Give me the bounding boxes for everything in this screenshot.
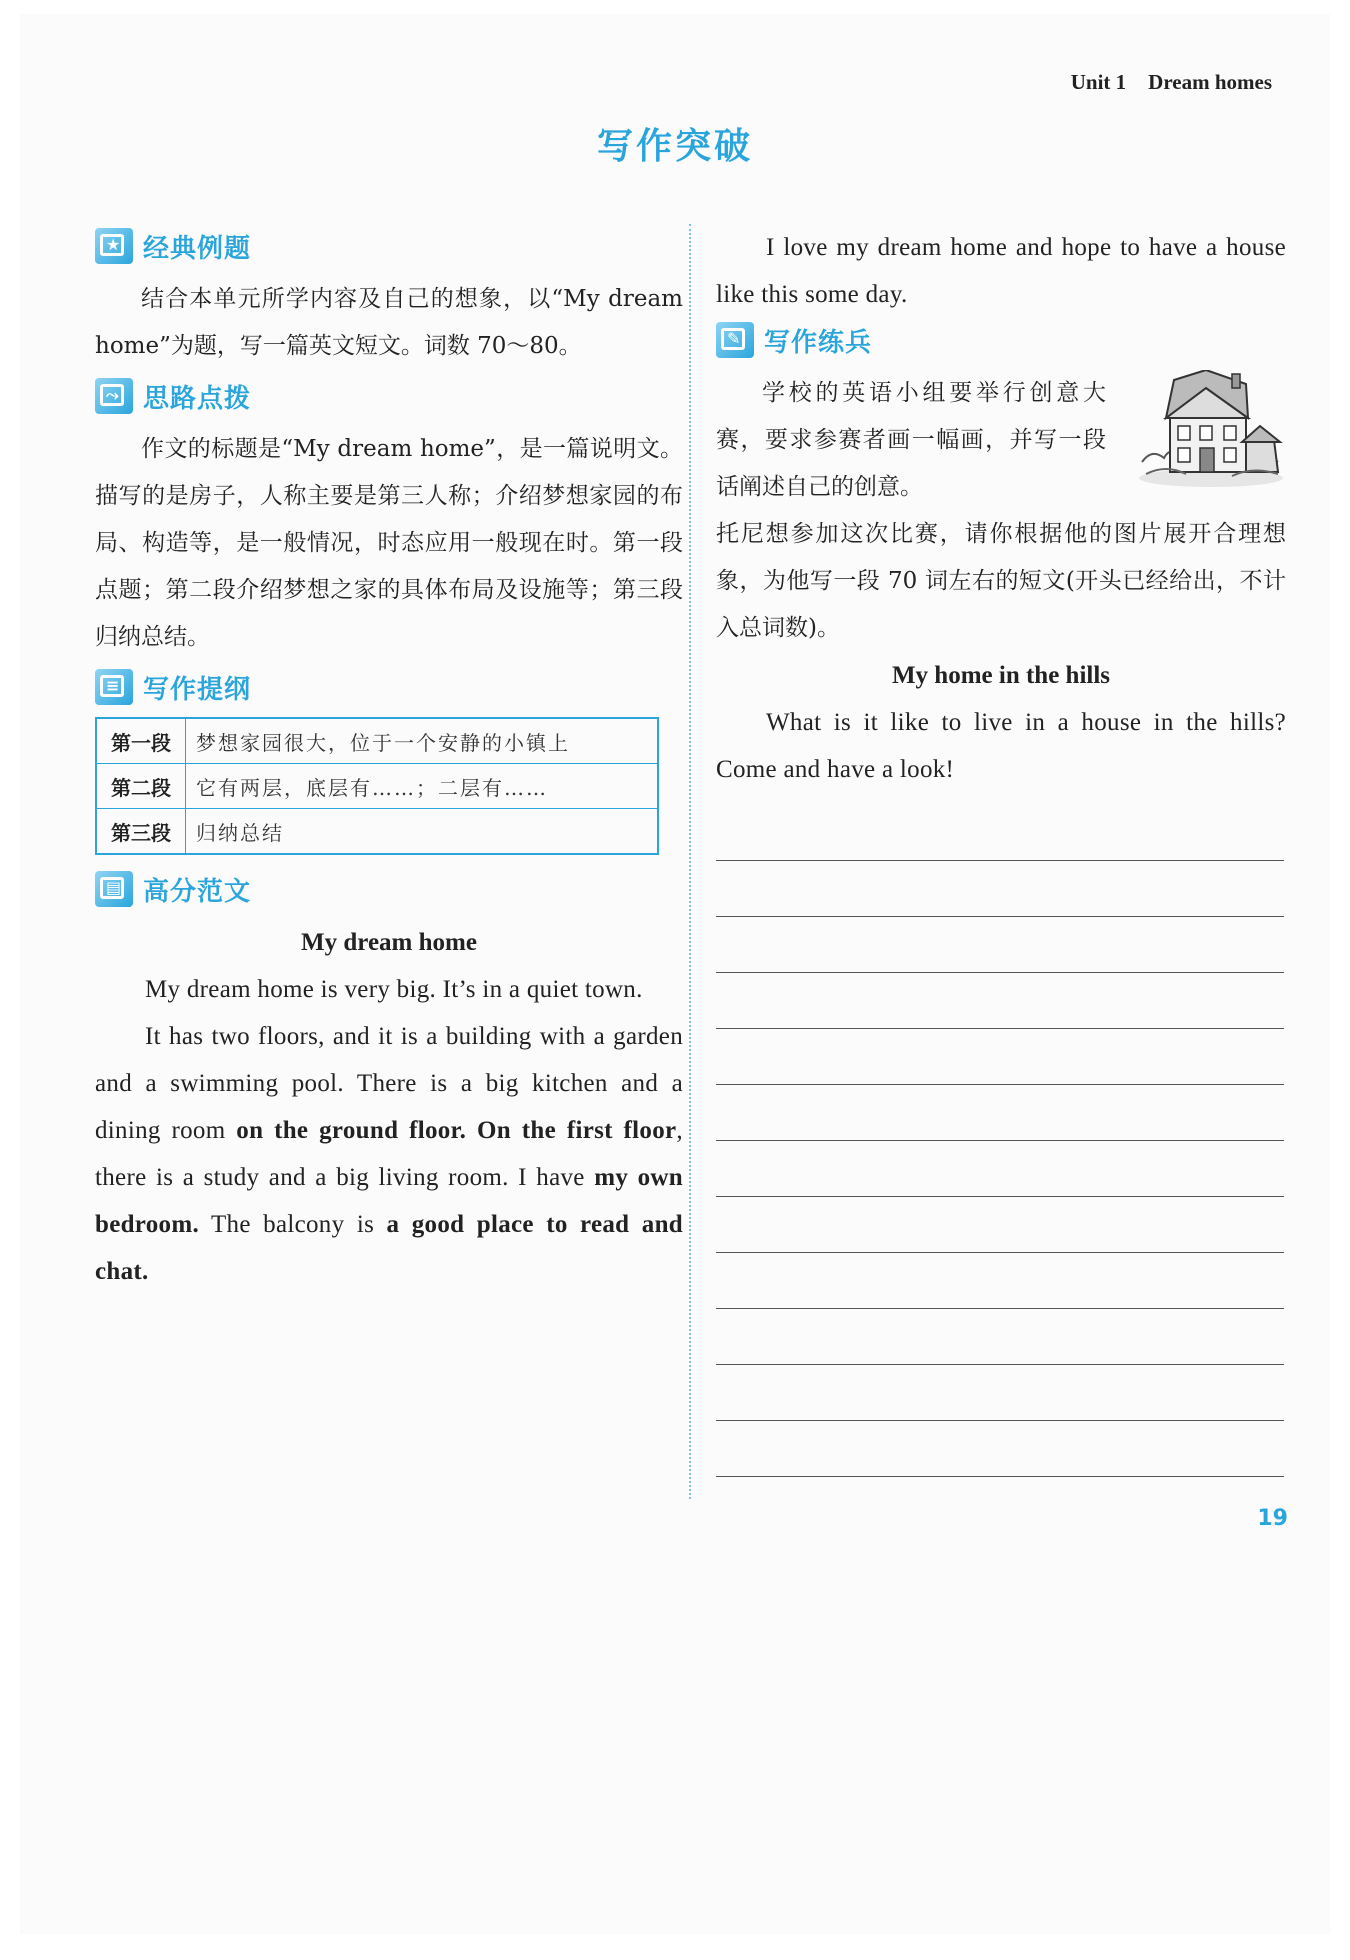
- practice-text-b: 托尼想参加这次比赛，请你根据他的图片展开合理想象，为他写一段 70 词左右的短文(开头已经给出，不计入总词数)。: [716, 521, 1286, 641]
- pencil-icon: ✎: [716, 322, 754, 358]
- section-example-head: [95, 226, 683, 266]
- book-icon: ▤: [95, 871, 133, 907]
- section-approach-head: [95, 376, 683, 416]
- page: [20, 14, 1330, 1934]
- model-highlight: On the first floor: [477, 1117, 677, 1144]
- page-title: 写作突破: [596, 126, 753, 167]
- section-model-title: 高分范文: [143, 876, 252, 907]
- answer-line[interactable]: [716, 973, 1284, 1029]
- practice-opening: What is it like to live in a house in the hills? Come and have a look!: [716, 709, 1286, 783]
- outline-value: 归纳总结: [186, 809, 659, 855]
- path-icon: ⤳: [95, 378, 133, 414]
- answer-lines: [716, 805, 1286, 1477]
- model-highlight: my own bedroom.: [95, 1164, 683, 1238]
- answer-line[interactable]: [716, 1141, 1284, 1197]
- practice-task: [716, 370, 1286, 652]
- outline-row: [96, 764, 658, 809]
- page-header: [1071, 70, 1272, 95]
- answer-line[interactable]: [716, 1029, 1284, 1085]
- model-paragraph-1: My dream home is very big. It’s in a quiet town.: [145, 976, 643, 1003]
- outline-key: 第三段: [96, 809, 186, 855]
- answer-line[interactable]: [716, 805, 1284, 861]
- answer-line[interactable]: [716, 1309, 1284, 1365]
- model-paragraph-2: [95, 1013, 683, 1295]
- unit-label: Unit 1: [1070, 70, 1127, 94]
- outline-row: [96, 718, 658, 764]
- outline-value: 它有两层，底层有……；二层有……: [186, 764, 659, 809]
- answer-line[interactable]: [716, 1365, 1284, 1421]
- star-icon: ★: [95, 228, 133, 264]
- list-icon: ≡: [95, 669, 133, 705]
- model-essay-title: My dream home: [301, 929, 477, 956]
- practice-text-a: 学校的英语小组要举行创意大赛，要求参赛者画一幅画，并写一段话阐述自己的创意。: [716, 380, 1106, 500]
- section-practice-title: 写作练兵: [764, 327, 873, 358]
- model-text: It has two floors, and it is a building with a garden and a swimming pool. There is a big kitchen and a dining room: [95, 1023, 683, 1144]
- practice-essay-title: My home in the hills: [891, 662, 1111, 689]
- outline-key: 第二段: [96, 764, 186, 809]
- house-illustration: [1136, 370, 1286, 488]
- right-column: [716, 224, 1286, 1477]
- section-approach-title: 思路点拨: [143, 383, 252, 414]
- section-outline-head: [95, 667, 683, 707]
- section-model-head: [95, 869, 683, 909]
- model-highlight: a good place to read and chat.: [95, 1211, 683, 1285]
- answer-line[interactable]: [716, 1085, 1284, 1141]
- column-divider: [689, 224, 691, 1499]
- unit-title: Dream homes: [1148, 70, 1272, 94]
- answer-line[interactable]: [716, 861, 1284, 917]
- outline-table: [95, 717, 659, 855]
- outline-key: 第一段: [96, 718, 186, 764]
- answer-line[interactable]: [716, 1197, 1284, 1253]
- model-text: The balcony is: [199, 1211, 387, 1238]
- left-column: [95, 224, 683, 1295]
- model-highlight: on the ground floor.: [236, 1117, 467, 1144]
- outline-value: 梦想家园很大，位于一个安静的小镇上: [186, 718, 659, 764]
- answer-line[interactable]: [716, 1253, 1284, 1309]
- model-text: , there is a study and a big living room. I have: [95, 1117, 683, 1191]
- outline-row: [96, 809, 658, 855]
- answer-line[interactable]: [716, 1421, 1284, 1477]
- approach-text: 作文的标题是“My dream home”，是一篇说明文。描写的是房子，人称主要是第三人称；介绍梦想家园的布局、构造等，是一般情况，时态应用一般现在时。第一段点题；第二段介绍梦想之家的具体布局及设施等；第三段归纳总结。: [95, 436, 683, 650]
- section-example-title: 经典例题: [143, 233, 252, 264]
- section-practice-head: [716, 320, 1286, 360]
- section-outline-title: 写作提纲: [143, 674, 252, 705]
- page-number: 19: [1257, 1506, 1288, 1531]
- example-text: 结合本单元所学内容及自己的想象，以“My dream home”为题，写一篇英文短文。词数 70～80。: [95, 286, 683, 359]
- model-paragraph-3: I love my dream home and hope to have a house like this some day.: [716, 234, 1286, 308]
- answer-line[interactable]: [716, 917, 1284, 973]
